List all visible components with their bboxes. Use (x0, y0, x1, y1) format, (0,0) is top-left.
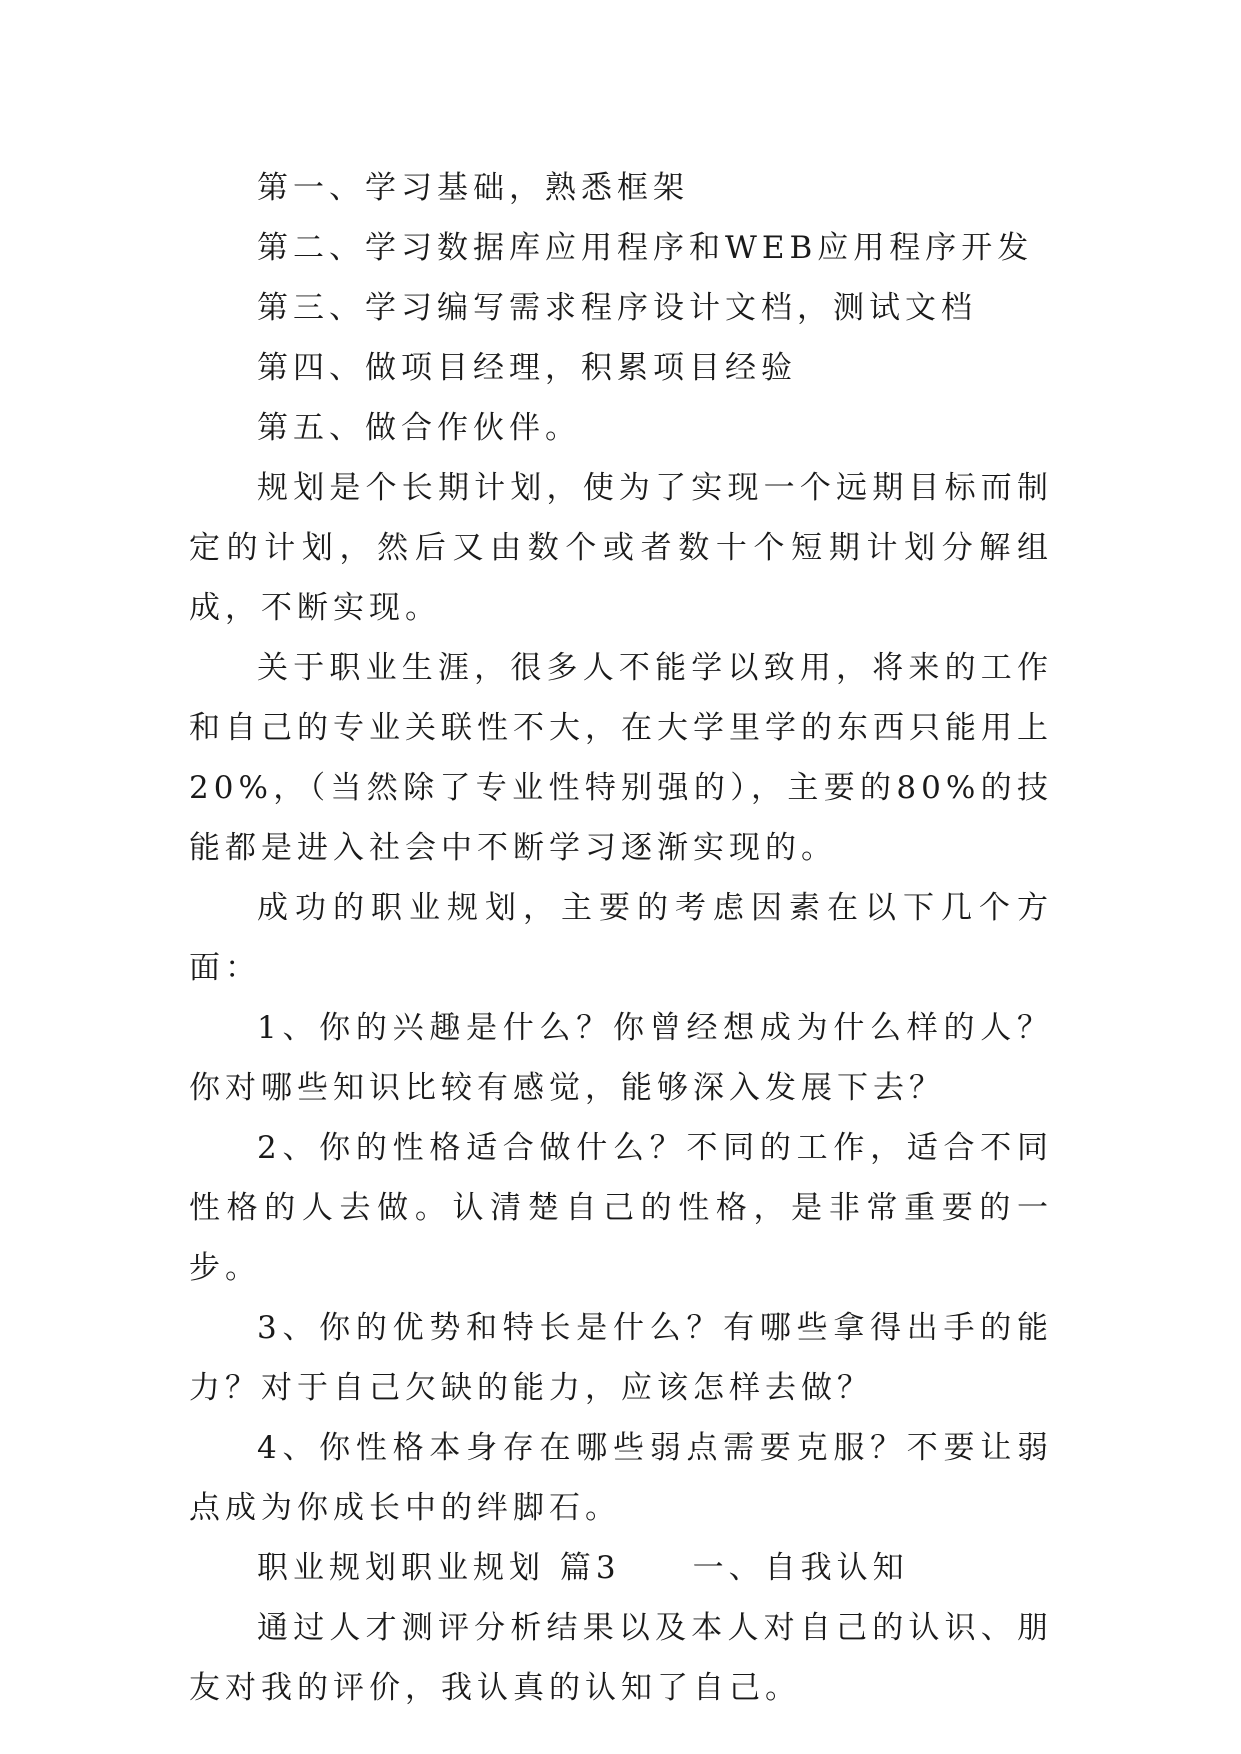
paragraph-factor-interest: 1、你的兴趣是什么？你曾经想成为什么样的人？你对哪些知识比较有感觉，能够深入发展下去？ (189, 1010, 1053, 1106)
paragraph-factor-personality: 2、你的性格适合做什么？不同的工作，适合不同性格的人去做。认清楚自己的性格，是非常重要的一步。 (189, 1130, 1053, 1286)
paragraph-self-assessment: 通过人才测评分析结果以及本人对自己的认识、朋友对我的评价，我认真的认知了自己。 (189, 1610, 1053, 1706)
paragraph-success-factors: 成功的职业规划，主要的考虑因素在以下几个方面： (189, 890, 1053, 986)
paragraph-factor-strengths: 3、你的优势和特长是什么？有哪些拿得出手的能力？对于自己欠缺的能力，应该怎样去做？ (189, 1310, 1053, 1406)
paragraph-step-5: 第五、做合作伙伴。 (257, 410, 581, 446)
paragraph-step-2: 第二、学习数据库应用程序和WEB应用程序开发 (257, 230, 1034, 266)
document-page (189, 158, 1053, 1718)
paragraph-planning-definition: 规划是个长期计划，使为了实现一个远期目标而制定的计划，然后又由数个或者数十个短期计划分解组成，不断实现。 (189, 470, 1053, 626)
paragraph-factor-weaknesses: 4、你性格本身存在哪些弱点需要克服？不要让弱点成为你成长中的绊脚石。 (189, 1430, 1053, 1526)
paragraph-step-3: 第三、学习编写需求程序设计文档，测试文档 (257, 290, 977, 326)
section-heading-self-awareness: 职业规划职业规划 篇3 一、自我认知 (257, 1550, 909, 1586)
paragraph-career-skills: 关于职业生涯，很多人不能学以致用，将来的工作和自己的专业关联性不大，在大学里学的东西只能用上20%，（当然除了专业性特别强的），主要的80%的技能都是进入社会中不断学习逐渐实现的。 (189, 650, 1053, 866)
paragraph-step-4: 第四、做项目经理，积累项目经验 (257, 350, 797, 386)
paragraph-step-1: 第一、学习基础，熟悉框架 (257, 170, 689, 206)
